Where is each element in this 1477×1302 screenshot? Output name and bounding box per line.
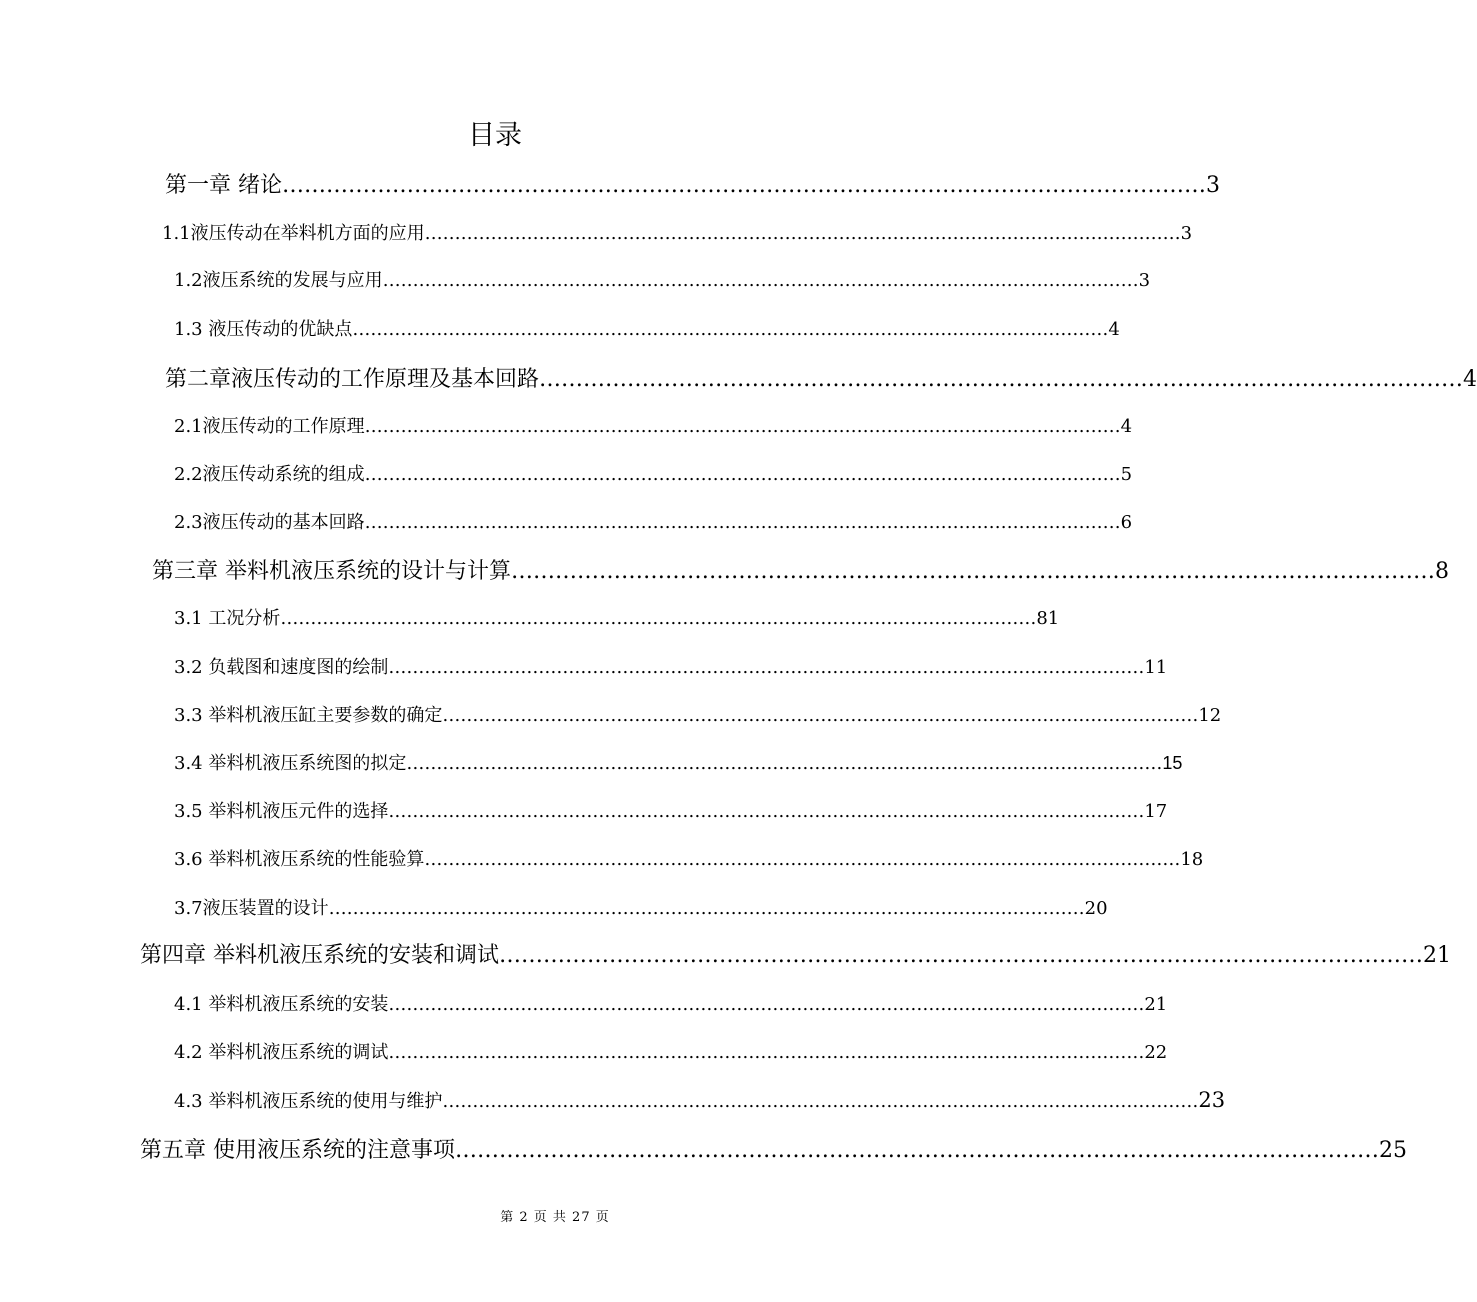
toc-entry-page: 5 xyxy=(1120,464,1133,485)
toc-entry-page: 18 xyxy=(1180,849,1204,870)
toc-entry-page: 4 xyxy=(1108,319,1120,340)
toc-dot-leader: ……………………………………………………………………………………………………………… xyxy=(280,608,1037,629)
toc-dot-leader: ……………………………………………………………………………………………………………… xyxy=(328,898,1085,919)
toc-entry-page: 17 xyxy=(1144,801,1168,822)
toc-entry-3-2[interactable] xyxy=(174,653,1168,683)
toc-dot-leader: ……………………………………………………………………………………………………………… xyxy=(424,223,1181,244)
toc-entry-label: 3.3 举料机液压缸主要参数的确定 xyxy=(174,705,443,726)
toc-dot-leader: ……………………………………………………………………………………………………………… xyxy=(388,1042,1145,1063)
toc-entry-label: 3.2 负载图和速度图的绘制 xyxy=(174,657,389,678)
toc-entry-page: 20 xyxy=(1084,898,1108,919)
toc-entry-page: 15 xyxy=(1162,753,1183,773)
toc-entry-label: 1.2液压系统的发展与应用 xyxy=(174,270,383,291)
toc-dot-leader: ……………………………………………………………………………………………………………… xyxy=(382,270,1139,291)
toc-entry-page: 4 xyxy=(1463,367,1477,392)
toc-entry-label: 2.3液压传动的基本回路 xyxy=(174,512,365,533)
toc-dot-leader: ……………………………………………………………………………………………………………… xyxy=(511,559,1435,584)
toc-dot-leader: ……………………………………………………………………………………………………………… xyxy=(539,367,1464,392)
toc-entry-label: 第一章 绪论 xyxy=(165,173,282,198)
toc-entry-2-1[interactable] xyxy=(174,412,1133,442)
toc-entry-chapter-2[interactable] xyxy=(165,362,1477,398)
toc-dot-leader: ……………………………………………………………………………………………………………… xyxy=(406,753,1163,774)
toc-entry-1-3[interactable] xyxy=(174,315,1120,345)
toc-dot-leader: ……………………………………………………………………………………………………………… xyxy=(388,657,1145,678)
toc-entry-page: 3 xyxy=(1138,270,1151,291)
toc-entry-label: 3.5 举料机液压元件的选择 xyxy=(174,801,389,822)
toc-entry-3-3[interactable] xyxy=(174,701,1222,731)
toc-entry-3-1[interactable] xyxy=(174,604,1060,634)
toc-entry-page: 11 xyxy=(1144,657,1168,678)
page-title: 目录 xyxy=(468,120,522,151)
toc-dot-leader: ……………………………………………………………………………………………………………… xyxy=(364,464,1121,485)
toc-entry-label: 第四章 举料机液压系统的安装和调试 xyxy=(140,943,499,968)
toc-entry-page: 8 xyxy=(1435,559,1449,584)
toc-dot-leader: ……………………………………………………………………………………………………………… xyxy=(364,512,1121,533)
page-footer: 第 2 页 共 27 页 xyxy=(500,1210,610,1225)
toc-entry-3-6[interactable] xyxy=(174,845,1204,875)
toc-entry-3-5[interactable] xyxy=(174,797,1168,827)
toc-entry-4-3[interactable] xyxy=(174,1087,1226,1117)
toc-entry-page: 81 xyxy=(1036,608,1060,629)
toc-entry-page: 22 xyxy=(1144,1042,1168,1063)
toc-dot-leader: ……………………………………………………………………………………………………………… xyxy=(388,801,1145,822)
toc-entry-label: 3.1 工况分析 xyxy=(174,608,281,629)
toc-entry-page: 21 xyxy=(1144,994,1168,1015)
toc-entry-label: 4.3 举料机液压系统的使用与维护 xyxy=(174,1091,443,1112)
toc-dot-leader: ……………………………………………………………………………………………………………… xyxy=(442,705,1199,726)
toc-entry-page: 12 xyxy=(1198,705,1222,726)
toc-entry-page: 4 xyxy=(1120,416,1133,437)
toc-entry-4-1[interactable] xyxy=(174,990,1168,1020)
toc-entry-label: 4.2 举料机液压系统的调试 xyxy=(174,1042,389,1063)
toc-entry-page: 3 xyxy=(1206,173,1220,198)
toc-entry-label: 2.2液压传动系统的组成 xyxy=(174,464,365,485)
toc-entry-label: 4.1 举料机液压系统的安装 xyxy=(174,994,389,1015)
toc-entry-chapter-1[interactable] xyxy=(165,168,1220,204)
toc-dot-leader: ……………………………………………………………………………………………………………… xyxy=(424,849,1181,870)
toc-dot-leader: ……………………………………………………………………………………………………………… xyxy=(455,1138,1379,1163)
toc-entry-1-2[interactable] xyxy=(174,266,1151,296)
toc-entry-label: 2.1液压传动的工作原理 xyxy=(174,416,365,437)
toc-dot-leader: ……………………………………………………………………………………………………………… xyxy=(388,994,1145,1015)
toc-entry-page: 21 xyxy=(1423,943,1451,968)
toc-entry-page: 3 xyxy=(1180,223,1193,244)
toc-entry-page: 23 xyxy=(1198,1088,1226,1112)
toc-entry-page: 25 xyxy=(1379,1138,1407,1163)
toc-dot-leader: ……………………………………………………………………………………………………………… xyxy=(352,319,1109,340)
toc-entry-4-2[interactable] xyxy=(174,1038,1168,1068)
toc-entry-3-7[interactable] xyxy=(174,894,1108,924)
toc-entry-chapter-5[interactable] xyxy=(140,1133,1407,1169)
toc-entry-label: 1.3 液压传动的优缺点 xyxy=(174,319,353,340)
toc-entry-label: 第二章液压传动的工作原理及基本回路 xyxy=(165,367,540,392)
toc-entry-label: 3.7液压装置的设计 xyxy=(174,898,329,919)
toc-entry-label: 3.4 举料机液压系统图的拟定 xyxy=(174,753,407,774)
toc-entry-3-4[interactable] xyxy=(174,749,1183,779)
toc-entry-chapter-3[interactable] xyxy=(152,554,1449,590)
toc-dot-leader: ……………………………………………………………………………………………………………… xyxy=(282,173,1206,198)
toc-dot-leader: ……………………………………………………………………………………………………………… xyxy=(499,943,1423,968)
toc-entry-page: 6 xyxy=(1120,512,1133,533)
toc-entry-2-3[interactable] xyxy=(174,508,1133,538)
toc-entry-label: 1.1液压传动在举料机方面的应用 xyxy=(162,223,425,244)
toc-dot-leader: ……………………………………………………………………………………………………………… xyxy=(364,416,1121,437)
toc-entry-label: 第五章 使用液压系统的注意事项 xyxy=(140,1138,455,1163)
toc-entry-label: 3.6 举料机液压系统的性能验算 xyxy=(174,849,425,870)
toc-entry-1-1[interactable] xyxy=(162,219,1193,249)
toc-entry-chapter-4[interactable] xyxy=(140,938,1451,974)
toc-entry-2-2[interactable] xyxy=(174,460,1133,490)
toc-dot-leader: ……………………………………………………………………………………………………………… xyxy=(442,1091,1199,1112)
toc-entry-label: 第三章 举料机液压系统的设计与计算 xyxy=(152,559,511,584)
